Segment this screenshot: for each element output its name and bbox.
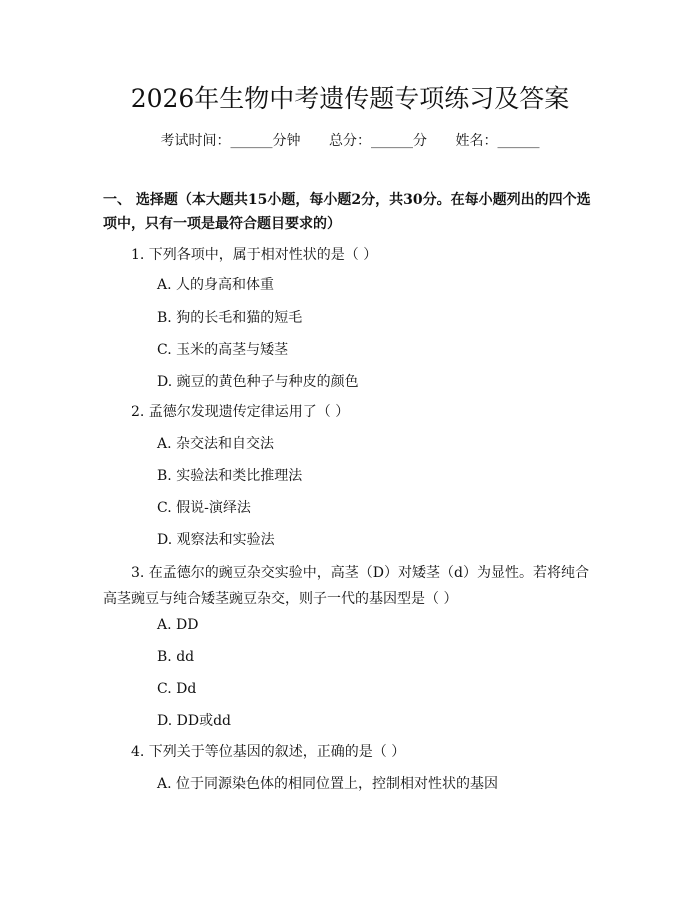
question-2-option-b: B. 实验法和类比推理法 bbox=[157, 468, 303, 484]
exam-meta bbox=[0, 130, 700, 152]
question-1-option-a: A. 人的身高和体重 bbox=[157, 277, 275, 293]
exam-time: 考试时间：______分钟 bbox=[160, 133, 301, 149]
question-3-stem: 3. 在孟德尔的豌豆杂交实验中，高茎（D）对矮茎（d）为显性。若将纯合高茎豌豆与纯合矮茎豌豆杂交，则子一代的基因型是（ ） bbox=[103, 565, 589, 607]
question-1-option-d: D. 豌豆的黄色种子与种皮的颜色 bbox=[157, 374, 359, 390]
question-1-stem: 1. 下列各项中，属于相对性状的是（ ） bbox=[131, 247, 378, 263]
question-2-option-a: A. 杂交法和自交法 bbox=[157, 436, 275, 452]
question-1-option-c: C. 玉米的高茎与矮茎 bbox=[157, 342, 289, 358]
question-2-option-d: D. 观察法和实验法 bbox=[157, 532, 275, 548]
question-3-option-d: D. DD或dd bbox=[157, 713, 231, 729]
question-2-stem: 2. 孟德尔发现遗传定律运用了（ ） bbox=[131, 404, 350, 420]
question-4-option-a: A. 位于同源染色体的相同位置上，控制相对性状的基因 bbox=[157, 776, 499, 792]
question-3-option-b: B. dd bbox=[157, 649, 195, 665]
exam-name: 姓名：______ bbox=[455, 133, 540, 149]
question-3-option-a: A. DD bbox=[157, 617, 199, 633]
exam-score: 总分：______分 bbox=[329, 133, 427, 149]
document-title: 2026年生物中考遗传题专项练习及答案 bbox=[130, 84, 570, 113]
question-4-stem: 4. 下列关于等位基因的叙述，正确的是（ ） bbox=[131, 744, 406, 760]
question-1-option-b: B. 狗的长毛和猫的短毛 bbox=[157, 310, 303, 326]
section-heading: 一、 选择题（本大题共15小题，每小题2分，共30分。在每小题列出的四个选项中，只有一项是最符合题目要求的） bbox=[103, 192, 591, 232]
question-2-option-c: C. 假说-演绎法 bbox=[157, 500, 251, 516]
question-3-option-c: C. Dd bbox=[157, 681, 197, 697]
